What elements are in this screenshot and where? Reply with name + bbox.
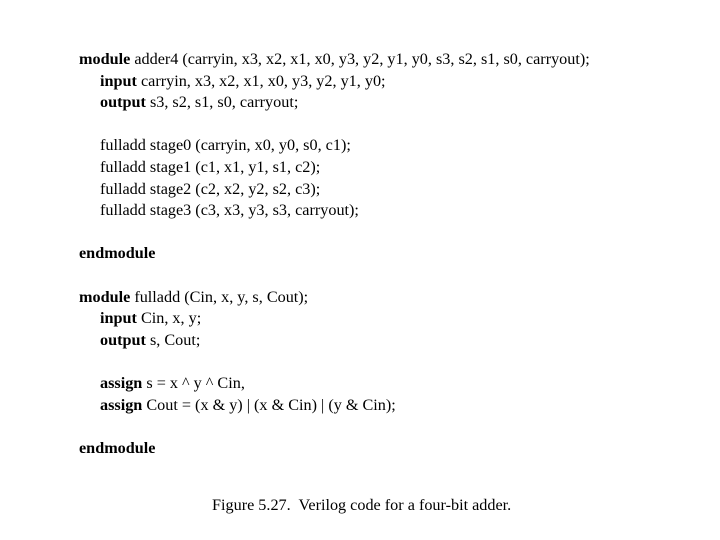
fulladd-output-list: s, Cout; [145, 330, 201, 349]
module-keyword: module [79, 50, 131, 68]
assign-keyword: assign [100, 373, 143, 392]
assign-keyword: assign [100, 395, 143, 414]
blank-line [79, 222, 590, 244]
module-keyword: module [79, 287, 131, 306]
adder4-module-header [79, 49, 590, 71]
sum-expression: s = x ^ y ^ Cin, [142, 373, 245, 392]
input-keyword: input [100, 309, 137, 328]
adder4-endmodule: endmodule [79, 244, 156, 263]
adder4-input-list: carryin, x3, x2, x1, x0, y3, y2, y1, y0; [136, 71, 386, 90]
output-keyword: output [100, 330, 146, 349]
blank-line [79, 351, 590, 373]
fulladd-signature: fulladd (Cin, x, y, s, Cout); [130, 287, 309, 306]
blank-line [79, 114, 590, 136]
stage2-instantiation: fulladd stage2 (c2, x2, y2, s2, c3); [100, 179, 321, 198]
blank-line [79, 265, 590, 287]
adder4-output-declaration [79, 92, 590, 114]
blank-line [79, 416, 590, 438]
fulladd-endmodule: endmodule [79, 438, 156, 457]
verilog-code-block [79, 49, 590, 459]
adder4-input-declaration [79, 71, 590, 93]
fulladd-output-declaration [79, 330, 590, 352]
output-keyword: output [100, 93, 146, 112]
fulladd-input-declaration [79, 308, 590, 330]
sum-assign-statement [79, 373, 590, 395]
adder4-signature: adder4 (carryin, x3, x2, x1, x0, y3, y2, y1, y0, s3, s2, s1, s0, carryout); [130, 50, 590, 68]
adder4-output-list: s3, s2, s1, s0, carryout; [145, 93, 299, 112]
fulladd-module-header [79, 287, 590, 309]
carry-assign-statement [79, 395, 590, 417]
fulladd-input-list: Cin, x, y; [136, 309, 202, 328]
stage1-instantiation: fulladd stage1 (c1, x1, y1, s1, c2); [100, 157, 321, 176]
input-keyword: input [100, 71, 137, 90]
stage3-instantiation: fulladd stage3 (c3, x3, y3, s3, carryout); [100, 201, 359, 220]
carry-expression: Cout = (x & y) | (x & Cin) | (y & Cin); [142, 395, 396, 414]
figure-caption: Figure 5.27. Verilog code for a four-bit adder. [212, 496, 512, 514]
stage0-instantiation: fulladd stage0 (carryin, x0, y0, s0, c1); [100, 136, 351, 155]
